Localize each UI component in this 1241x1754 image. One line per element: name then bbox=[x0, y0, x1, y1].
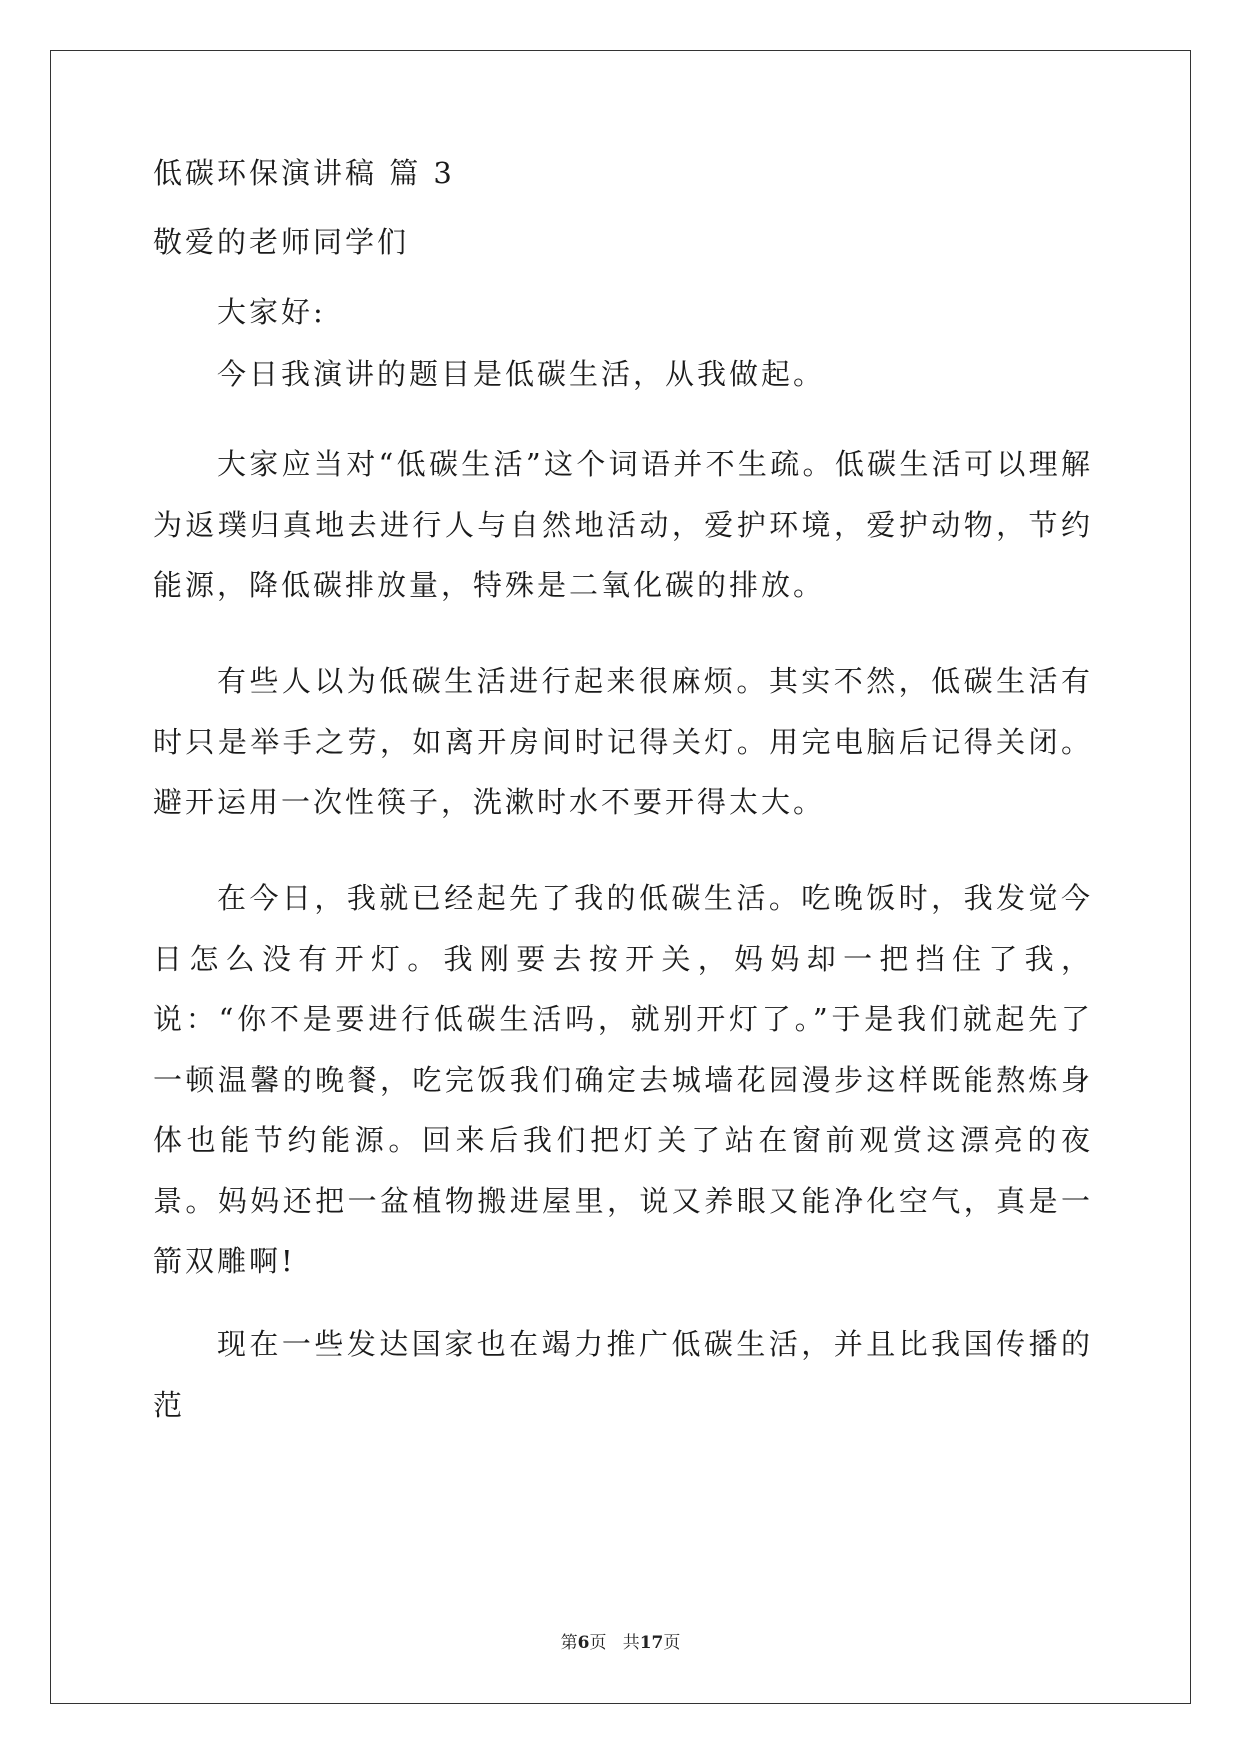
page-number: 6 bbox=[577, 1633, 590, 1653]
salutation: 敬爱的老师同学们 bbox=[153, 225, 410, 259]
page-unit: 页 bbox=[589, 1633, 607, 1653]
total-unit: 页 bbox=[663, 1633, 681, 1653]
paragraph: 现在一些发达国家也在竭力推广低碳生活，并且比我国传播的范 bbox=[153, 1327, 1093, 1422]
document-title: 低碳环保演讲稿 篇 3 bbox=[153, 156, 455, 190]
paragraph: 大家应当对“低碳生活”这个词语并不生疏。低碳生活可以理解为返璞归真地去进行人与自然地活动，爱护环境，爱护动物，节约能源，降低碳排放量，特殊是二氧化碳的排放。 bbox=[153, 447, 1093, 602]
page-footer bbox=[0, 1628, 1241, 1653]
greeting: 大家好: bbox=[217, 295, 326, 329]
page-prefix: 第 bbox=[560, 1633, 578, 1653]
paragraph: 今日我演讲的题目是低碳生活，从我做起。 bbox=[217, 357, 826, 391]
paragraph: 有些人以为低碳生活进行起来很麻烦。其实不然，低碳生活有时只是举手之劳，如离开房间时记得关灯。用完电脑后记得关闭。避开运用一次性筷子，洗漱时水不要开得太大。 bbox=[153, 664, 1093, 819]
total-pages: 17 bbox=[639, 1633, 664, 1653]
total-prefix: 共 bbox=[622, 1633, 640, 1653]
paragraph: 在今日，我就已经起先了我的低碳生活。吃晚饭时，我发觉今日怎么没有开灯。我刚要去按开关，妈妈却一把挡住了我，说：“你不是要进行低碳生活吗，就别开灯了。”于是我们就起先了一顿温馨的晚餐，吃完饭我们确定去城墙花园漫步这样既能熬炼身体也能节约能源。回来后我们把灯关了站在窗前观赏这漂亮的夜景。妈妈还把一盆植物搬进屋里，说又养眼又能净化空气，真是一箭双雕啊! bbox=[153, 881, 1093, 1278]
